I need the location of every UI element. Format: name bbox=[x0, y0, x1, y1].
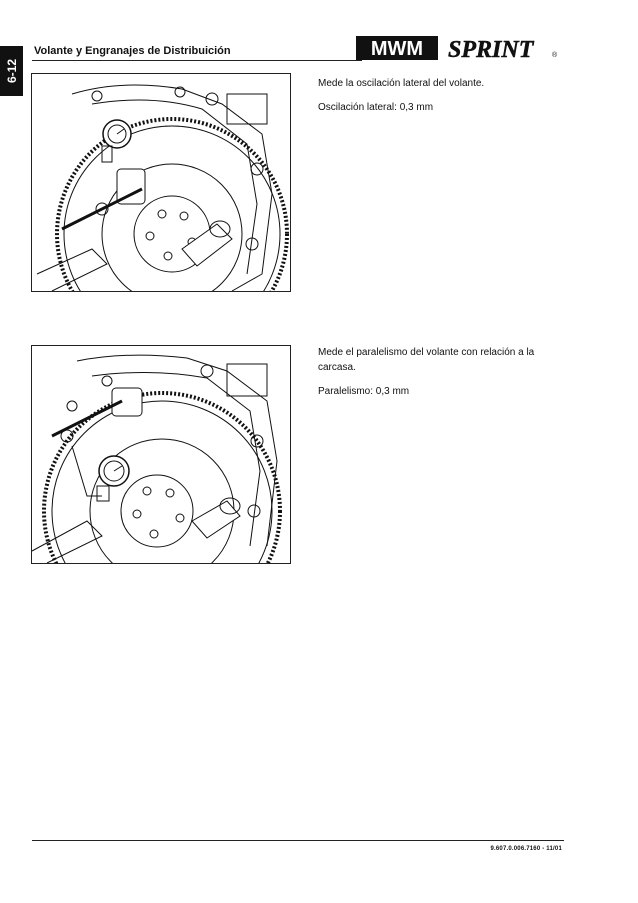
step-1-spec: Oscilación lateral: 0,3 mm bbox=[318, 102, 434, 113]
step-2-spec: Paralelismo: 0,3 mm bbox=[318, 386, 410, 397]
brand-logo bbox=[356, 32, 566, 66]
document-code: 9.607.0.006.7160 - 11/01 bbox=[490, 846, 562, 852]
logo-brand: MWM bbox=[370, 38, 424, 60]
flywheel-runout-illustration bbox=[32, 74, 290, 291]
logo-registered-mark: ® bbox=[552, 52, 558, 59]
flywheel-runout-figure bbox=[31, 73, 291, 292]
logo-product: SPRINT bbox=[448, 37, 534, 63]
section-title: Volante y Engranajes de Distribuición bbox=[34, 45, 231, 57]
step-2-text bbox=[318, 345, 563, 408]
step-1-instruction: Mede la oscilación lateral del volante. bbox=[318, 78, 485, 89]
step-2-instruction: Mede el paralelismo del volante con relación a la carcasa. bbox=[318, 347, 535, 373]
footer-divider bbox=[32, 840, 564, 841]
page-number-tab bbox=[0, 46, 23, 96]
header-divider bbox=[32, 60, 362, 61]
flywheel-parallelism-figure bbox=[31, 345, 291, 564]
step-1-text bbox=[318, 76, 563, 124]
page-number: 6-12 bbox=[4, 58, 19, 84]
flywheel-parallelism-illustration bbox=[32, 346, 290, 563]
